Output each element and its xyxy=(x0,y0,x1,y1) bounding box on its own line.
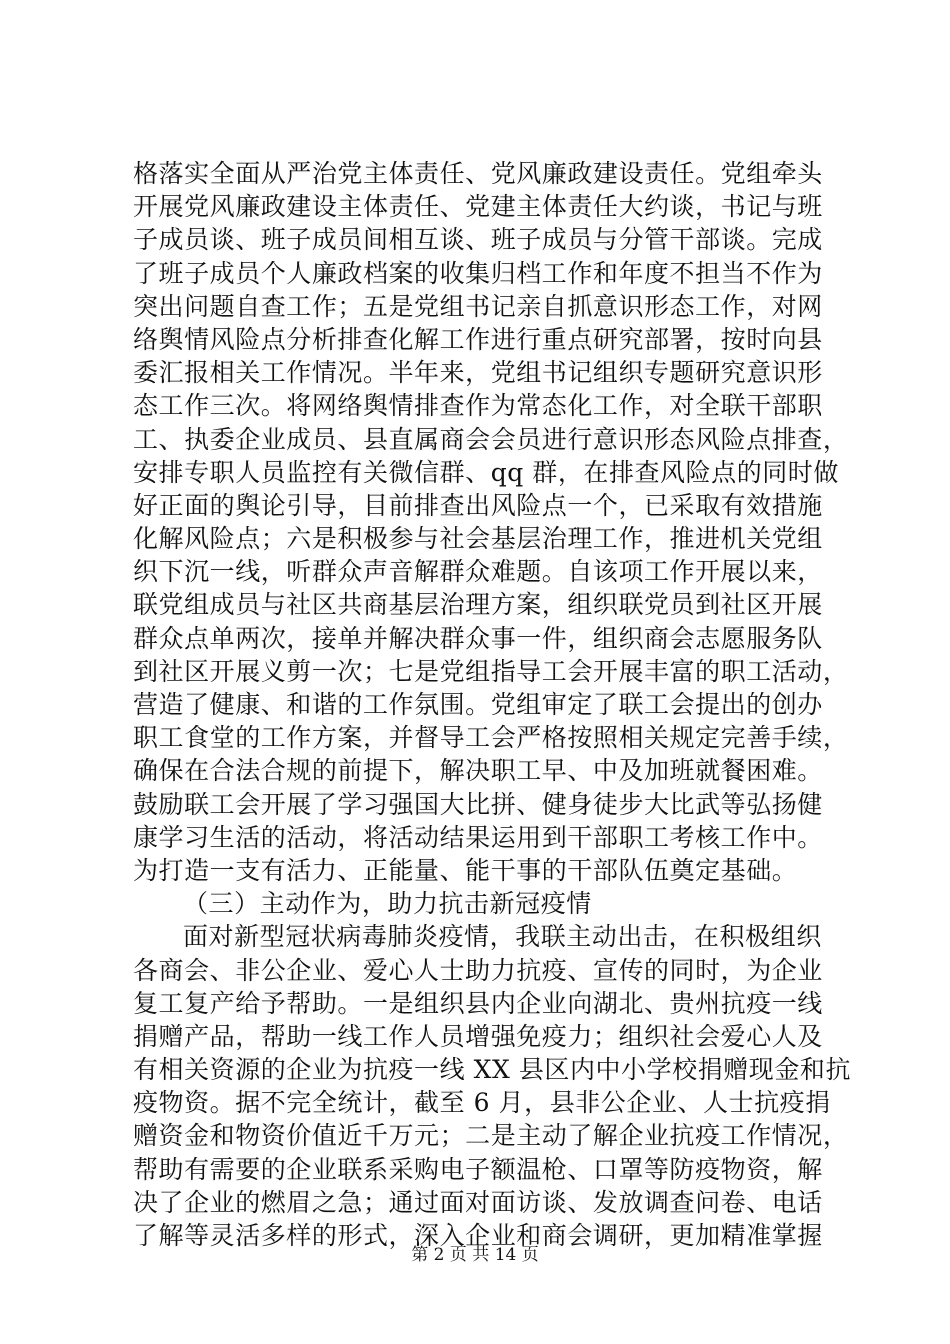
text-line: 确保在合法合规的前提下，解决职工早、中及加班就餐困难。 xyxy=(133,756,823,786)
text-line: 营造了健康、和谐的工作氛围。党组审定了联工会提出的创办 xyxy=(133,690,823,719)
body-text xyxy=(133,157,851,1252)
text-line: 康学习生活的活动，将活动结果运用到干部职工考核工作中。 xyxy=(133,822,823,852)
text-line: 有相关资源的企业为抗疫一线 XX 县区内中小学校捐赠现金和抗 xyxy=(133,1055,851,1085)
text-line: 化解风险点；六是积极参与社会基层治理工作，推进机关党组 xyxy=(133,524,823,554)
text-line: 疫物资。据不完全统计，截至 6 月，县非公企业、人士抗疫捐 xyxy=(133,1088,831,1118)
text-line: 群众点单两次，接单并解决群众事一件，组织商会志愿服务队 xyxy=(133,623,823,653)
text-line: 态工作三次。将网络舆情排查作为常态化工作，对全联干部职 xyxy=(133,391,823,421)
text-line: 决了企业的燃眉之急；通过面对面访谈、发放调查问卷、电话 xyxy=(133,1187,823,1217)
text-line: 捐赠产品，帮助一线工作人员增强免疫力；组织社会爱心人及 xyxy=(133,1021,823,1051)
text-line: 复工复产给予帮助。一是组织县内企业向湖北、贵州抗疫一线 xyxy=(133,988,823,1018)
text-line: 了班子成员个人廉政档案的收集归档工作和年度不担当不作为 xyxy=(133,258,823,288)
text-line: 开展党风廉政建设主体责任、党建主体责任大约谈，书记与班 xyxy=(133,192,823,222)
text-line: 各商会、非公企业、爱心人士助力抗疫、宣传的同时，为企业 xyxy=(133,955,823,985)
text-line: 工、执委企业成员、县直属商会会员进行意识形态风险点排查， xyxy=(133,424,849,454)
text-line: 子成员谈、班子成员间相互谈、班子成员与分管干部谈。完成 xyxy=(133,225,823,255)
text-line: 帮助有需要的企业联系采购电子额温枪、口罩等防疫物资，解 xyxy=(133,1154,823,1184)
page-footer: 第 2 页 共 14 页 xyxy=(411,1245,539,1265)
text-line: 联党组成员与社区共商基层治理方案，组织联党员到社区开展 xyxy=(133,590,823,620)
text-line: 络舆情风险点分析排查化解工作进行重点研究部署，按时向县 xyxy=(133,324,823,354)
text-line: 安排专职人员监控有关微信群、qq 群，在排查风险点的同时做 xyxy=(133,457,839,487)
text-line: 委汇报相关工作情况。半年来，党组书记组织专题研究意识形 xyxy=(133,358,823,388)
text-line: 织下沉一线，听群众声音解群众难题。自该项工作开展以来， xyxy=(133,557,823,587)
text-line: 好正面的舆论引导，目前排查出风险点一个，已采取有效措施 xyxy=(133,490,823,520)
section-heading: （三）主动作为，助力抗击新冠疫情 xyxy=(183,889,592,919)
text-line: 为打造一支有活力、正能量、能干事的干部队伍奠定基础。 xyxy=(133,855,798,885)
text-line: 面对新型冠状病毒肺炎疫情，我联主动出击，在积极组织 xyxy=(183,922,822,952)
text-line: 突出问题自查工作；五是党组书记亲自抓意识形态工作，对网 xyxy=(133,291,823,321)
text-line: 到社区开展义剪一次；七是党组指导工会开展丰富的职工活动， xyxy=(133,656,849,686)
text-line: 格落实全面从严治党主体责任、党风廉政建设责任。党组牵头 xyxy=(133,159,823,188)
text-line: 了解等灵活多样的形式，深入企业和商会调研，更加精准掌握 xyxy=(133,1221,823,1250)
text-line: 赠资金和物资价值近千万元；二是主动了解企业抗疫工作情况， xyxy=(133,1121,849,1151)
text-line: 鼓励联工会开展了学习强国大比拼、健身徒步大比武等弘扬健 xyxy=(133,789,823,819)
text-line: 职工食堂的工作方案，并督导工会严格按照相关规定完善手续， xyxy=(133,723,849,753)
